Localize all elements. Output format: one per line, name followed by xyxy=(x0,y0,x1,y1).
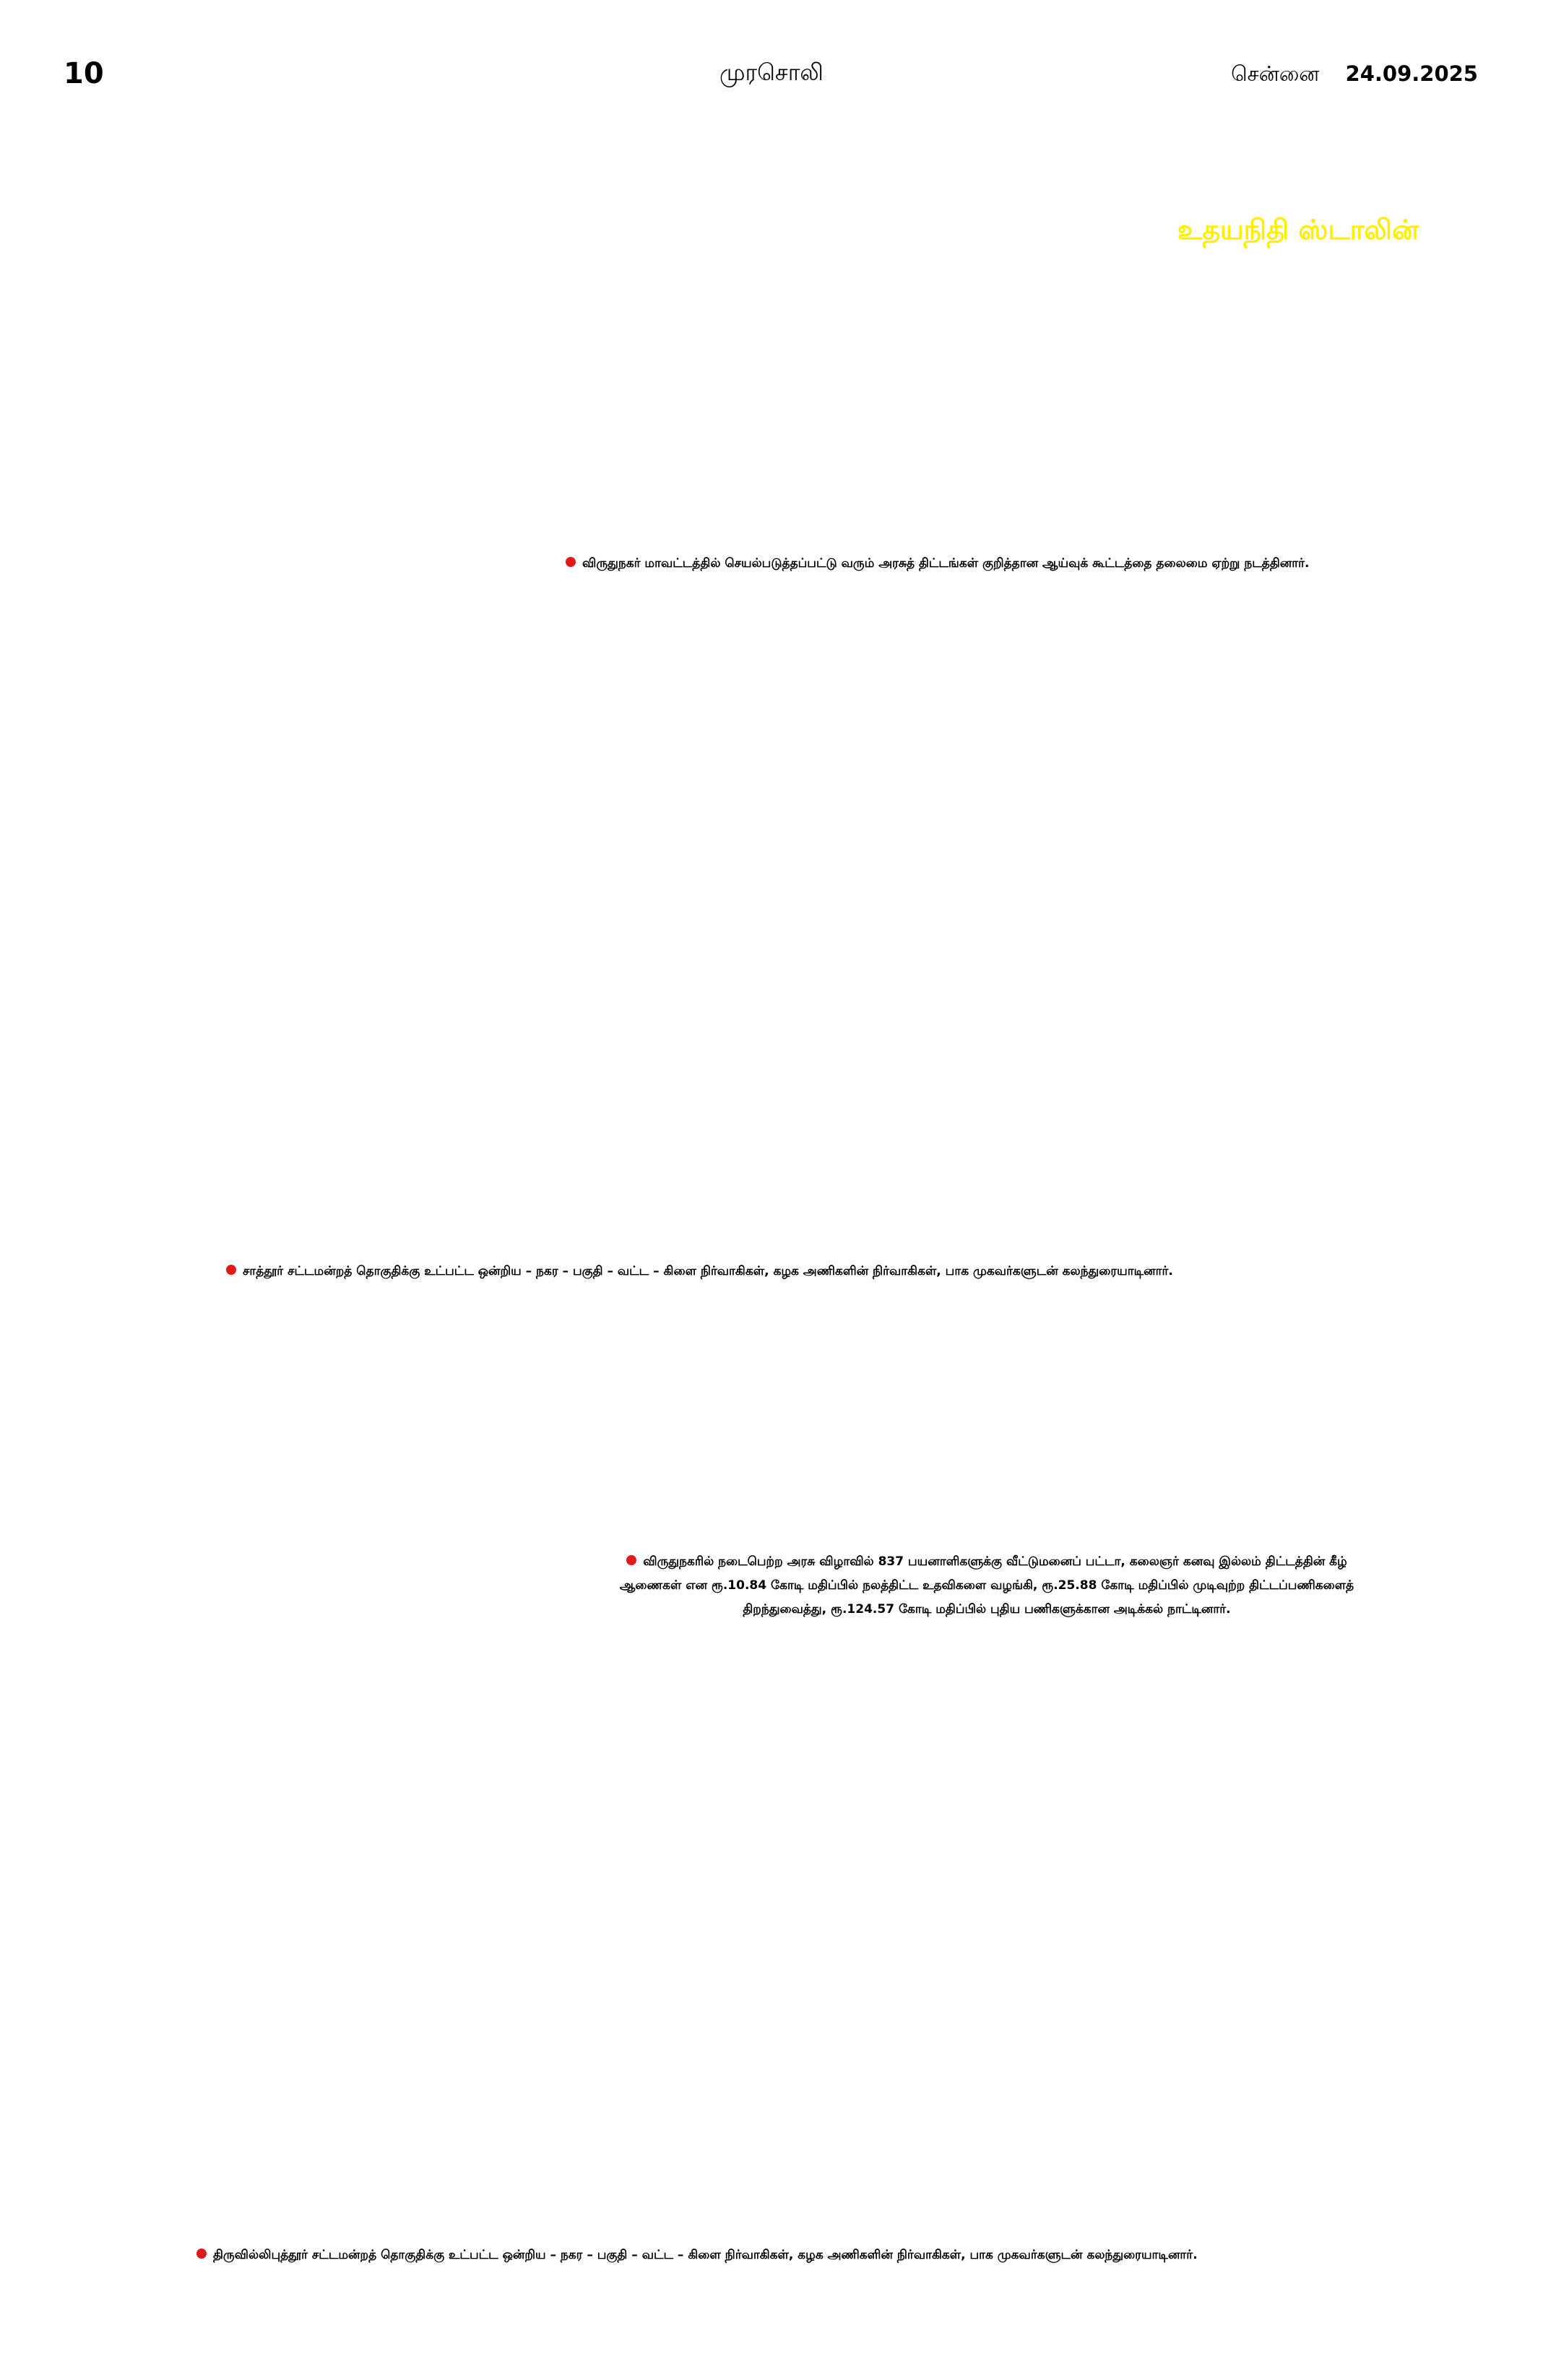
caption-text: சாத்தூர் சட்டமன்றத் தொகுதிக்கு உட்பட்ட ஒன்றிய – நகர – பகுதி – வட்ட – கிளை நிர்வாகிகள், கழக அணிகளின் நிர்வாகிகள், பாக முகவர்களுடன் கலந்துரையாடினார். xyxy=(243,1264,1173,1278)
photo-caption xyxy=(226,1260,1173,1284)
caption-text: திருவில்லிபுத்தூர் சட்டமன்றத் தொகுதிக்கு உட்பட்ட ஒன்றிய – நகர – பகுதி – வட்ட – கிளை நிர்வாகிகள், கழக அணிகளின் நிர்வாகிகள், பாக முகவர்களுடன் கலந்துரையாடினார். xyxy=(213,2248,1198,2262)
caption-line: திறந்துவைத்து, ரூ.124.57 கோடி மதிப்பில் புதிய பணிகளுக்கான அடிக்கல் நாட்டினார். xyxy=(743,1602,1231,1617)
photo-caption xyxy=(563,1550,1410,1622)
bullet-icon xyxy=(196,2249,207,2259)
caption-text: விருதுநகர் மாவட்டத்தில் செயல்படுத்தப்பட்டு வரும் அரசுத் திட்டங்கள் குறித்தான ஆய்வுக் கூட்டத்தை தலைமை ஏற்று நடத்தினார். xyxy=(582,556,1310,571)
photo-caption xyxy=(196,2243,1198,2267)
caption-text: விருதுநகரில் நடைபெற்ற அரசு விழாவில் 837 பயனாளிகளுக்கு வீட்டுமனைப் பட்டா, கலைஞர் கனவு இல்லம் திட்டத்தின் கீழ் xyxy=(643,1554,1347,1569)
section-title: உதயநிதி ஸ்டாலின் xyxy=(1177,214,1419,246)
dateline-date: 24.09.2025 xyxy=(1345,61,1478,86)
masthead: முரசொலி xyxy=(719,59,824,86)
bullet-icon xyxy=(626,1555,636,1565)
caption-line xyxy=(563,1550,1410,1574)
bullet-icon xyxy=(226,1265,236,1275)
photo-caption xyxy=(566,552,1309,576)
page-number: 10 xyxy=(64,57,104,90)
dateline xyxy=(1231,59,1478,88)
bullet-icon xyxy=(566,557,576,567)
caption-line: ஆணைகள் என ரூ.10.84 கோடி மதிப்பில் நலத்திட்ட உதவிகளை வழங்கி, ரூ.25.88 கோடி மதிப்பில் முடிவுற்ற திட்டப்பணிகளைத் xyxy=(619,1578,1354,1593)
dateline-city: சென்னை xyxy=(1231,61,1320,86)
